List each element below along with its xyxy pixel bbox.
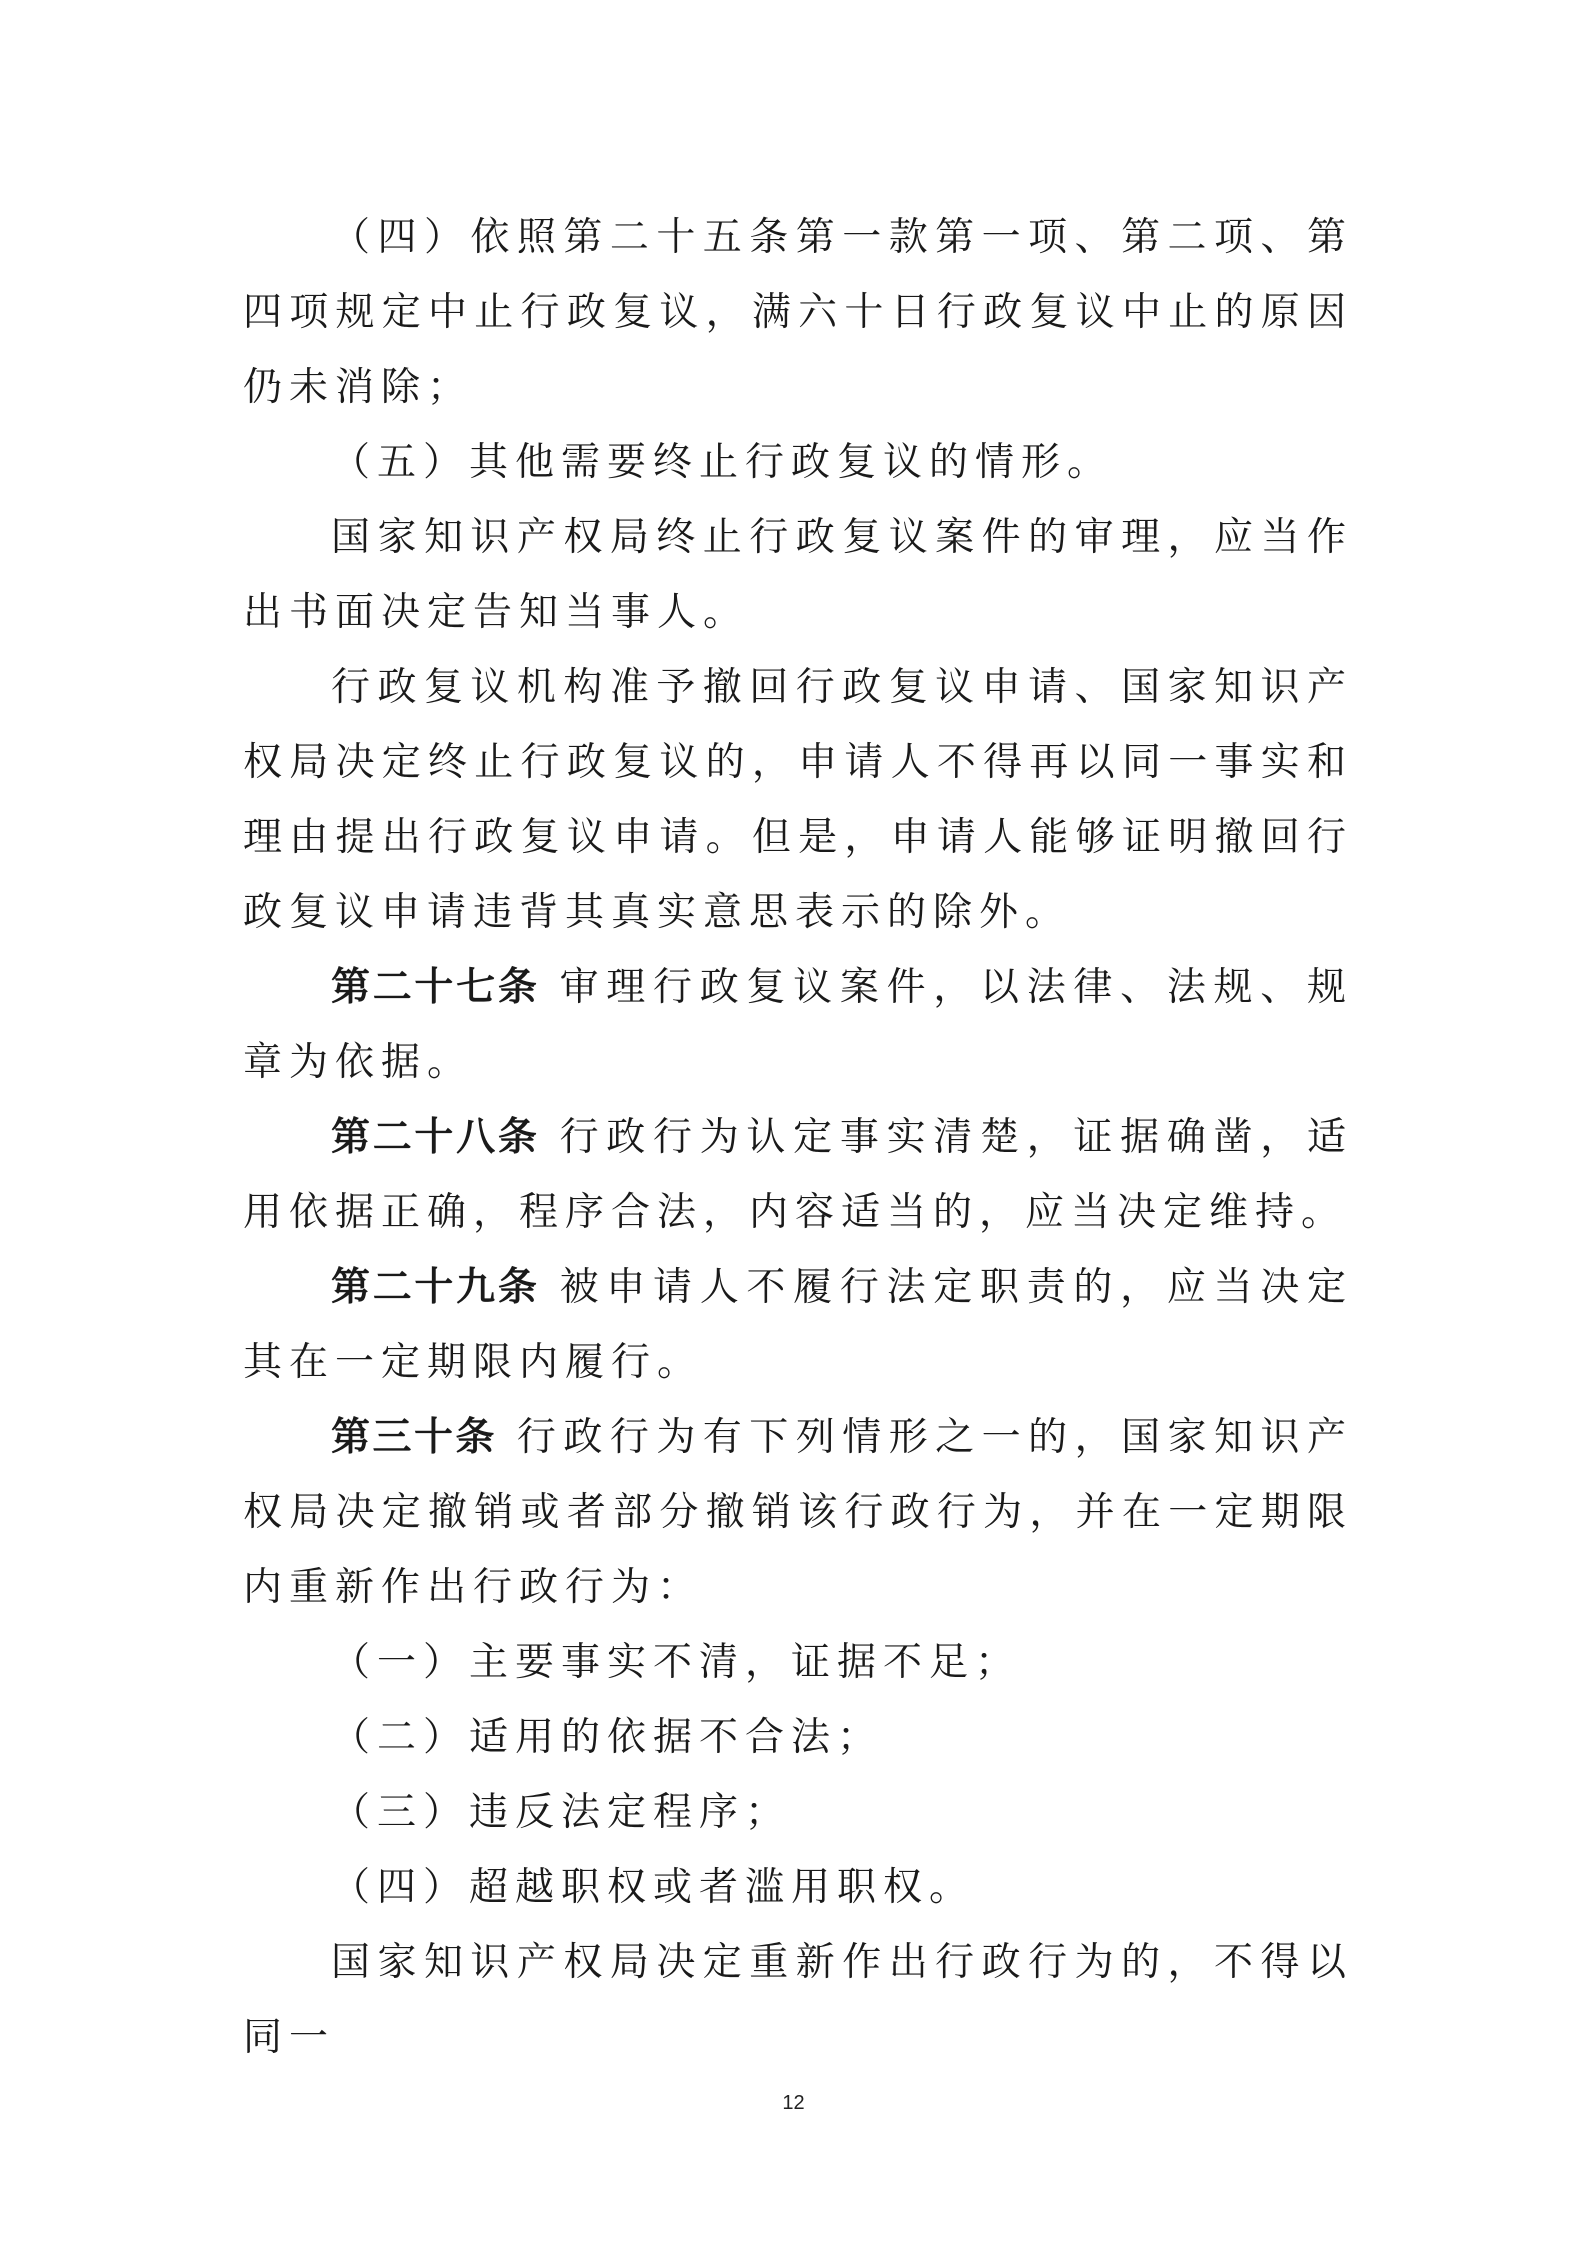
article-paragraph (243, 950, 1353, 1100)
paragraph (243, 1850, 1353, 1925)
paragraph-text: 审理行政复议案件，以法律、法规、规章为依据。 (243, 965, 1353, 1085)
paragraph-text: 行政复议机构准予撤回行政复议申请、国家知识产权局决定终止行政复议的，申请人不得再以同一事实和理由提出行政复议申请。但是，申请人能够证明撤回行政复议申请违背其真实意思表示的除外。 (243, 665, 1353, 935)
article-number: 第二十八条 (331, 1115, 540, 1160)
article-number: 第二十九条 (331, 1265, 540, 1310)
paragraph-text: 行政行为认定事实清楚，证据确凿，适用依据正确，程序合法，内容适当的，应当决定维持。 (243, 1115, 1353, 1235)
paragraph (243, 425, 1353, 500)
paragraph (243, 500, 1353, 650)
paragraph-text: （四）超越职权或者滥用职权。 (331, 1865, 976, 1910)
paragraph-text: 国家知识产权局决定重新作出行政行为的，不得以同一 (243, 1940, 1353, 2060)
article-paragraph (243, 1100, 1353, 1250)
paragraph-text: （四）依照第二十五条第一款第一项、第二项、第四项规定中止行政复议，满六十日行政复议中止的原因仍未消除； (243, 215, 1353, 410)
article-paragraph (243, 1400, 1353, 1625)
paragraph-text: 行政行为有下列情形之一的，国家知识产权局决定撤销或者部分撤销该行政行为，并在一定期限内重新作出行政行为： (243, 1415, 1353, 1610)
article-paragraph (243, 1250, 1353, 1400)
paragraph (243, 650, 1353, 950)
page-number: 12 (782, 2092, 805, 2114)
paragraph-text: 国家知识产权局终止行政复议案件的审理，应当作出书面决定告知当事人。 (243, 515, 1353, 635)
paragraph (243, 1925, 1353, 2075)
paragraph (243, 200, 1353, 425)
paragraph-text: （一）主要事实不清，证据不足； (331, 1640, 1022, 1685)
paragraph (243, 1700, 1353, 1775)
paragraph (243, 1625, 1353, 1700)
paragraph-text: （三）违反法定程序； (331, 1790, 792, 1835)
paragraph (243, 1775, 1353, 1850)
paragraph-text: （二）适用的依据不合法； (331, 1715, 884, 1760)
article-number: 第三十条 (331, 1415, 497, 1460)
paragraph-text: 被申请人不履行法定职责的，应当决定其在一定期限内履行。 (243, 1265, 1353, 1385)
page-content (243, 200, 1353, 2075)
paragraph-text: （五）其他需要终止行政复议的情形。 (331, 440, 1114, 485)
article-number: 第二十七条 (331, 965, 540, 1010)
